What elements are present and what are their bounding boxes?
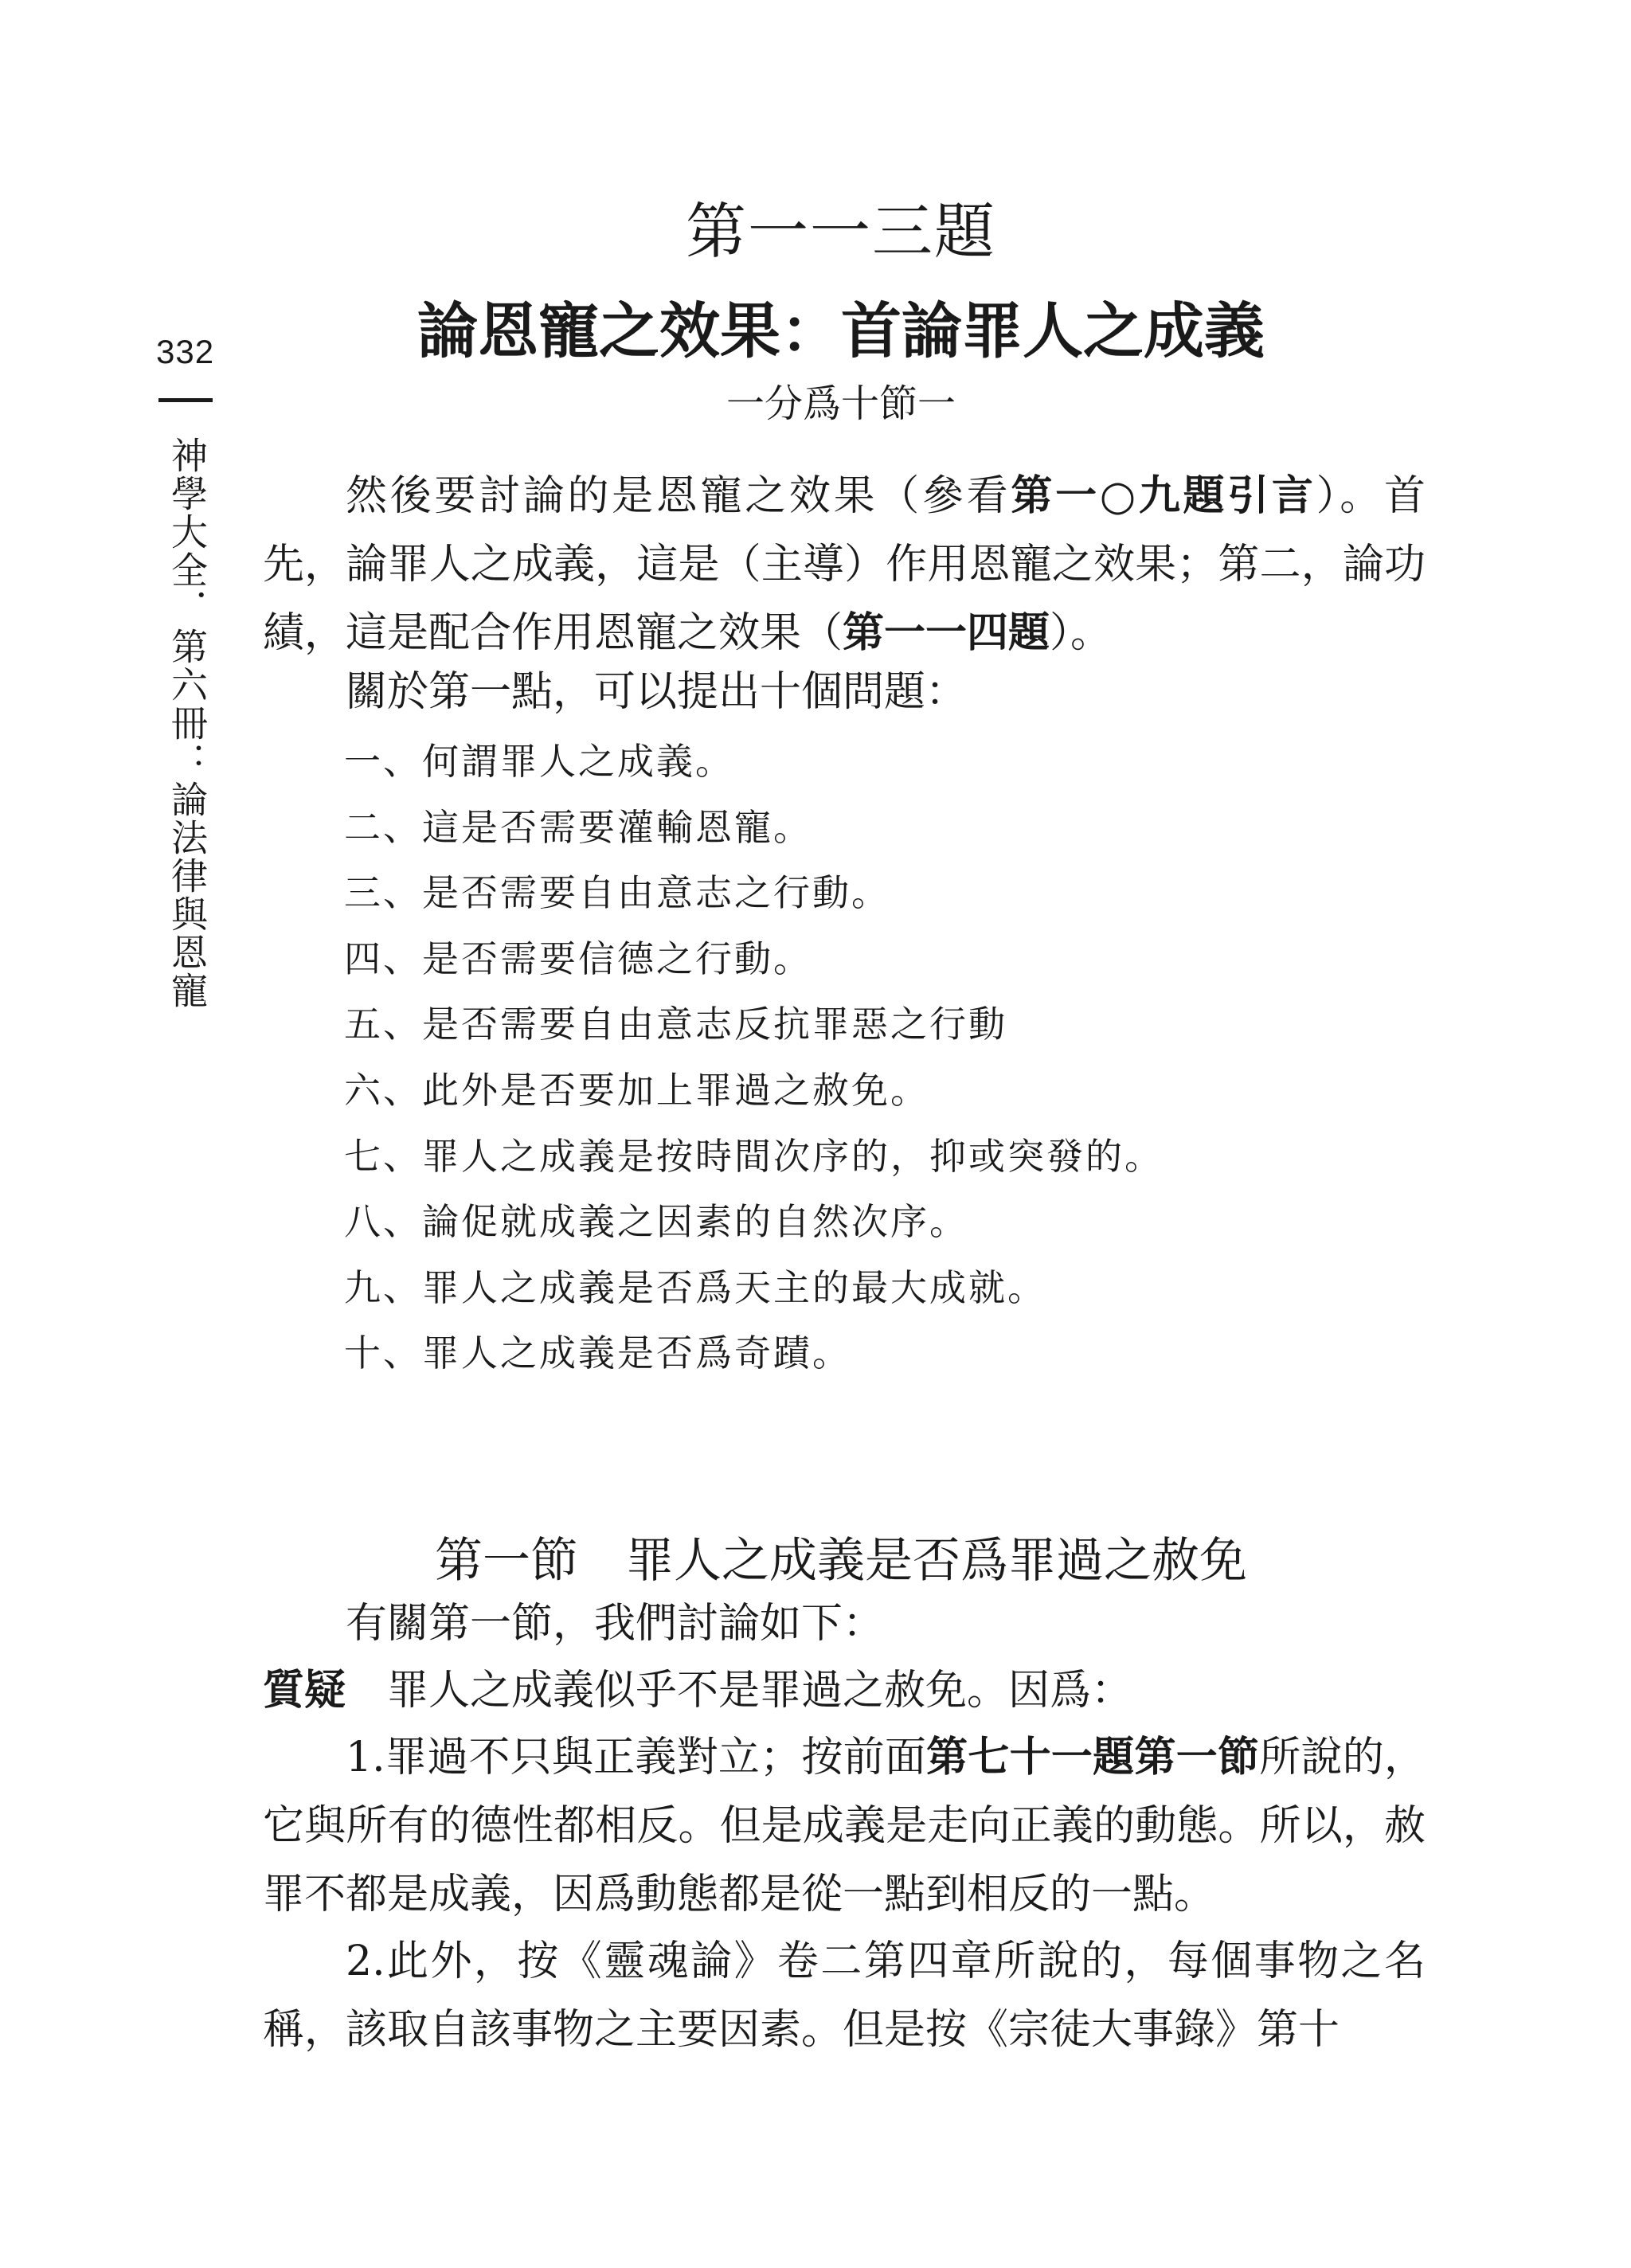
section-intro: 有關第一節，我們討論如下： <box>346 1600 885 1648</box>
intro-paragraph <box>263 462 1426 667</box>
running-title: 神學大全．第六冊：論法律與恩寵 <box>166 436 209 1010</box>
objection-text: 罪人之成義似乎不是罪過之赦免。因爲： <box>387 1667 1133 1715</box>
section-heading <box>0 1523 1631 1591</box>
intro-text-b: ）。首先，論罪人之成義，這是（主導）作用恩寵之效果；第二，論功績，這是配合作用恩寵之效果（ <box>263 472 1426 657</box>
question-item: 五、是否需要自由意志反抗罪惡之行動 <box>344 1003 1007 1046</box>
point1-text-b: 所說的，它與所有的德性都相反。但是成義是走向正義的動態。所以，赦罪不都是成義，因爲動態都是從一點到相反的一點。 <box>263 1734 1426 1918</box>
question-item: 八、論促就成義之因素的自然次序。 <box>344 1200 968 1244</box>
point1-text-a: 1.罪過不只與正義對立；按前面 <box>346 1734 927 1781</box>
cross-reference: 第一○九題引言 <box>1011 472 1316 520</box>
chapter-number: 第一一三題 <box>686 196 996 267</box>
question-item: 九、罪人之成義是否爲天主的最大成就。 <box>344 1265 1046 1309</box>
objection-paragraph <box>263 1656 1426 1725</box>
question-item: 一、何謂罪人之成義。 <box>344 740 734 783</box>
question-item: 二、這是否需要灌輸恩寵。 <box>344 805 812 849</box>
question-item: 四、是否需要信德之行動。 <box>344 937 812 980</box>
section-title: 罪人之成義是否爲罪過之赦免 <box>626 1533 1247 1589</box>
objection-label: 質疑 <box>263 1667 346 1715</box>
question-item: 七、罪人之成義是按時間次序的，抑或突發的。 <box>344 1134 1164 1178</box>
objection-point-2: 2.此外，按《靈魂論》卷二第四章所說的，每個事物之名稱，該取自該事物之主要因素。但是按《宗徒大事錄》第十 <box>263 1938 1426 2054</box>
question-item: 十、罪人之成義是否爲奇蹟。 <box>344 1331 851 1375</box>
question-list <box>344 729 1164 1386</box>
cross-reference: 第一一四題 <box>843 609 1050 657</box>
intro-text-a: 然後要討論的是恩寵之效果（參看 <box>346 472 1011 520</box>
question-item: 六、此外是否要加上罪過之赦免。 <box>344 1068 929 1112</box>
section-label: 第一節 <box>435 1533 578 1589</box>
objection-point-1 <box>263 1723 1426 1929</box>
page-number: 332 <box>156 333 215 370</box>
cross-reference: 第七十一題第一節 <box>926 1734 1260 1781</box>
chapter-subtitle: 一分爲十節一 <box>726 381 956 426</box>
chapter-title: 論恩寵之效果：首論罪人之成義 <box>417 295 1265 366</box>
intro-text-c: ）。 <box>1050 609 1113 657</box>
question-item: 三、是否需要自由意志之行動。 <box>344 871 890 915</box>
questions-intro: 關於第一點，可以提出十個問題： <box>346 668 968 716</box>
